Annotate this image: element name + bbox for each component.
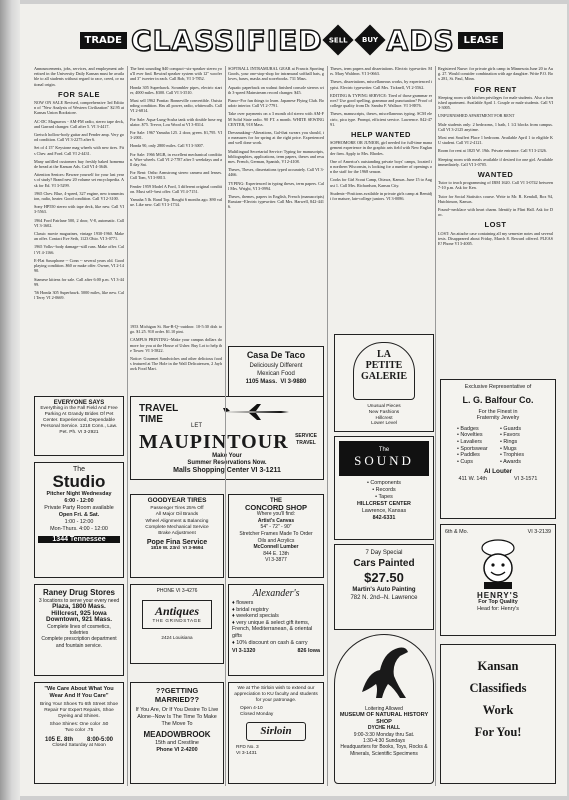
meadow-l3: Phone VI 2-4200 [156,747,198,754]
classified-ad-text: Yamaha 5 lb. Rand Top. Bought 6 months ago. $90 value. Like new. Call VI 3-1734. [130,197,222,208]
col3-list-a [228,66,324,210]
airplane-icon [221,403,291,421]
galerie-petite: PETITE [365,360,403,371]
jewelry-item: • Sportswear [457,445,488,452]
divider-3 [327,66,328,786]
kansan-l4: For You! [474,725,522,739]
studio-l1: Pitcher Night Wednesday [46,491,112,497]
classified-ad-text: Many unfilled customers buy freshly baked homemade bread at the Kansan Ads. Call VI 4-3646. [34,158,124,170]
service-travel: SERVICE TRAVEL [295,433,317,446]
balfour-items [445,422,551,470]
classified-ad-text: Cooks for Girl Scout Camp, Ottawa, Kansas. June 15 to August 1. Call Mrs. Richardson, Kansas City. [330,177,432,188]
classified-ad-text: Sleeping room with meals available if desired for one girl. Available immediately. Call VI 3-0705. [438,156,553,167]
classified-ad-text: Attention Seniors: Beware yourself for your last years of study? Brand new 20 volume set encyclopedia. Ask for Ed. VI 3-5299. [34,172,124,188]
for-sale-list [34,100,124,300]
concord-l7: 844 E. 13th [263,550,289,557]
goodyear-addr: 1819 W. 23rd VI 3-9694 [150,546,204,552]
col2-list2 [130,324,222,372]
alexander-l3: ♦ weekend specials [232,613,279,620]
studio-ad [34,462,124,578]
meadow-name: MEADOWBROOK [143,730,211,740]
classified-header [64,18,519,62]
classified-ad-text: For Sale: 1967 Yamaha 125. 2 door, green. $1,795. VI 3-2001. [130,130,222,141]
classified-ad-text: Theses, Theses, dissertations typed accurately. Call VI 3-4466. [228,167,324,178]
raney-title: Raney Drug Stores [42,588,116,597]
divider-1 [127,66,128,786]
sound-l2: • Records [372,487,396,493]
alexander-l5: ♦ 10% discount on cash & carry [232,639,308,646]
header-ads: ADS [386,23,455,57]
jewelry-item: • Cups [457,458,473,465]
concord-the: THE [270,498,282,504]
museum-l5: 1:30-4:30 Sundays [363,738,405,745]
col5-list5 [438,231,553,247]
classified-ad-text: Honda 90, only 2800 miles. Call VI 3-3007. [130,143,204,149]
classified-ad-text: SOFTBALL INTRAMURAL GEAR at Francis Sporting Goods, your one-stop-shop for intramural softball bats, gloves, bases, masks and scorebooks. 731 Mass. [228,66,324,82]
binder-edge [0,0,20,800]
shoe-l1: "We Care About What You Wear And If You Care" [44,686,114,699]
goodyear-ad [130,494,224,578]
henry-l4: Head for: Henry's [477,606,519,612]
shoe-addr: 105 E. 8th 8:00-5:00 [44,737,113,743]
for-sale-heading: FOR SALE [58,89,100,99]
jewelry-item: • Badges [457,425,479,432]
classified-ad-text: AC-DC Magnavox - AM-FM radio, stereo tape deck, and Garrard changer. Call after 5. VI 3-4417. [34,118,124,129]
sirloin-l2: Open 4-10 [240,706,263,711]
galerie-galerie: GALERIE [360,371,408,382]
antiques-ad [130,584,224,664]
classified-ad-text: TYPING: Experienced in typing theses, term papers. Call Mrs. Wright, VI 3-0994. [228,180,324,191]
studio-address: 1344 Tennessee [38,536,120,543]
wanted-heading: WANTED [477,170,514,180]
col5-list4 [438,180,553,217]
maupintour-ad [130,396,324,480]
raney-l1: 3 locations to serve your every need [38,598,120,604]
classified-ad-text: LOST: An attache case containing all my semester notes and several tests. Disappeared about Friday, March 8. Reward offered. PLEASE! Phone VI 3-4005. [438,230,553,247]
jewelry-item: • Novelties [457,432,483,439]
column-1 [34,66,124,391]
classified-ad-text: Piano--For fun things to learn. Japanese Flying Club. Boudoir interior. Call VI 2-7791. [228,98,324,109]
sound-l1: • Components [367,480,401,486]
goodyear-title: GOODYEAR TIRES [147,497,207,504]
antiques-sub: THE GRINDSTAGE [152,618,202,623]
balfour-ad [440,379,556,519]
classified-ad-text: Set of 4 15" Keystone mag wheels with new tires. Fits Chev. and Ford. Call VI 2-4431. [34,145,124,156]
raney-l2: Plaza, 1800 Mass. [52,603,106,611]
raney-l6: Complete prescription department and fountain service. [41,636,117,649]
la-petite-galerie-ad [334,334,434,432]
classified-ad-text: 1964 Ford Fairlane 500, 2 door, V-8, automatic. Call VI 3-1602. [34,217,124,228]
concord-l8: VI 3-3877 [265,557,287,564]
classified-ad-text: Theses, manuscripts, theses, miscellaneous typing. SCM electric, pica type. Prompt, efficient service. Lawrence. 842-4791. [330,111,432,127]
alexander-contact: VI 3-1320 826 Iowa [232,648,320,655]
kansan-l2: Classifieds [469,681,527,695]
studio-l4: Open Fri. & Sat. [58,512,100,518]
jewelry-item: • Guards [500,425,522,432]
classified-ad-text: SOPHOMORE OR JUNIOR, girl needed for full-time management experience in the graphic arts field with New Englander firm. Apply to Mrs. Rhodes. [330,140,432,156]
cars-l1: 7 Day Special [365,550,403,556]
balfour-l1: Exclusive Representative of [464,384,532,390]
museum-l4: 9:00-3:30 Monday thru Sat. [353,731,415,738]
col4-list [330,66,432,127]
henrys-ad [440,524,556,636]
shoe-l2: Bring Your Shoes To 6th Street Shoe Repair For Expert Repairs, Shoe Dyeing and Shines. [39,702,119,719]
goodyear-l3: Wheel Alignment & Balancing [145,518,209,524]
studio-l2: 6:00 - 12:00 [64,498,94,504]
classified-ad-text: The best sounding $40 compact--six-speaker stereo you'll ever find. Rewind speaker system with 12" woofer and 3" tweeter in each. Call Bob, VI 3-7852. [130,66,222,82]
classified-ad-text: Theses, term papers and dissertations. Electric typewriter. Mrs. Mary Waldron. VI 3-0663. [330,66,432,77]
classified-ad-text: 1953 Michigan St. Bar-B-Q--outdoor. 10-5:30 dish to go. $1.25. 910 order. $1.10 pint. [130,324,222,335]
sound-l5: Lawrence, Kansas [361,508,407,514]
classified-ad-text: Siamese kittens for sale. Call after 6:00 p.m. VI 3-4499. [34,276,124,287]
taco-line1: Deliciously Different [249,363,303,369]
sirloin-l4: RFD No. 3 [236,745,259,750]
taco-title: Casa De Taco [246,350,306,360]
dinosaur-icon [354,642,414,704]
classified-ad-text: Tutor to teach programming of IBM 1620. Call VI 3-0742 between 7-10 p.m. Ask for Ken. [438,180,553,191]
classified-ad-text: Found--necklace with heart charm. Identify in Flint Hall. Ask for Doc. [438,207,553,218]
antiques-foot: 2424 Louisiana [161,635,193,640]
balfour-l4: Al Louter [483,468,513,476]
sirloin-sign: Sirloin [246,722,306,741]
header-lease: LEASE [458,32,503,49]
kansan-l3: Work [482,703,514,717]
concord-l2: Artist's Canvas [257,517,295,524]
classified-ad-text: For Sale: 1966 MGB, in excellent mechanical condition. Wire wheels. Call VI 2-7787 after 5 weekdays and all day Sat. [130,151,222,168]
balfour-l2: For the Finest in [478,408,518,415]
studio-l5: 1:00 - 12:00 [64,519,94,525]
sound-l3: • Tapes [375,494,393,500]
concord-l4: Stretcher Frames Made To Order [239,530,313,537]
classified-ad-text: Male students only: 2 bedrooms, 1 bath, 1 1/2 blocks from campus. Call VI 3-2125 anytime. [438,121,553,132]
studio-l6: Mon-Thurs. 4:00 - 12:00 [50,526,108,532]
concord-l5: Oils and Acrylics [257,537,295,544]
jewelry-item: • Paddles [457,452,480,459]
sound-l6: 842-6331 [372,515,396,521]
lost-heading: LOST [484,220,507,230]
sirloin-ad [228,682,324,784]
classified-ad-text: Sleeping room with kitchen privileges for male students. Also a furnished apartment. Available April 1. Couple or male students. Call VI 3-3005. [438,94,553,111]
museum-l3: DYCHE HALL [367,725,401,732]
maupintour-name: MAUPINTOUR [139,431,289,453]
goodyear-l2: All Major Oil Brands [155,512,199,518]
classified-ad-text: Honda 305 Superhawk. Scrambler pipes, electric starter, 4000 miles. $300. Call VI 3-3510. [130,84,222,95]
alexanders-ad [228,584,324,676]
shoe-repair-ad [34,682,124,784]
sirloin-l5: VI 3-1431 [236,751,257,756]
jewelry-item: • Trophies [500,452,525,459]
classified-ad-text: One of America's outstanding private boys' camps, located in northern Wisconsin, is looking for a number of openings on the staff for the 1968 season. [330,158,432,175]
header-title: CLASSIFIED [130,23,323,57]
col5-list [438,66,553,82]
col4-list2 [330,140,432,201]
galerie-frame [353,342,415,400]
henry-name: HENRY'S [477,591,519,600]
classified-ad-text: Theses, themes, papers in English, French (manuscripts) Russian--Electric typewriter. Call Mrs. Harwell, 842-4416. [228,194,324,210]
meadowbrook-ad [130,682,224,784]
museum-l1: Loitering Allowed [365,706,403,712]
goodyear-l5: Brake Adjustment [158,531,196,537]
raney-l4: Downtown, 921 Mass. [45,616,113,624]
henry-top: 6th & Mo. VI 3-2139 [445,529,551,535]
sirloin-l3: Closed Monday [240,712,274,717]
shoe-l7: Closed Saturday at Noon [52,743,106,748]
ad-heading: EVERYONE SAYS [53,400,105,406]
shoe-l3: Shoe Shines: One color .50 [49,722,109,727]
meadow-l2: 15th and Crestline [155,740,199,747]
concord-title: CONCORD SHOP [244,502,308,512]
antiques-phone: PHONE VI 3-4276 [156,588,198,594]
classified-ad-text: CAMPUS PRINTING--Make your campus dollars do more for you at the House of Usher. Buy Lot to help the Tower. VI 3-5822. [130,337,222,353]
classified-ad-text: E-Flat Saxophone -- Conn -- several years old. Good playing condition. $60 or make offer. Owner, VI 2-1490. [34,257,124,274]
goodyear-l1: Passenger Tires 25% Off [150,506,204,512]
classified-ad-text: 1965 Chev. Blue, 4-speed, 327 engine, new transmission, radio, heater. Good condition. Call VI 2-3100. [34,190,124,202]
classified-ad-text: '56 Honda 305 Superhawk. 5000 miles, like new. Call Terry VI 2-0669. [34,289,124,301]
classified-ad-text: For Sale: Aqua-Lung-Scuba tank with double hose regulator. $75. Trevor, Lou Wood at VI 3-8314. [130,116,222,127]
raney-drug-ad [34,584,124,676]
galerie-lines: Unusual Pieces New Fashions Hillcrest Lower Level [367,404,401,427]
classified-ad-text: NOW ON SALE Revised, comprehensive 3rd Edition of "New Analysis of Western Civilization" $2.95 at Kansas Union Bookstore. [34,100,124,116]
intro-text: Announcements, jobs, services, and employment advertised in the University Daily Kansan must be available to all students without regard to race, creed, or national origin. [34,66,124,87]
column-2 [130,66,222,306]
help-wanted-heading: HELP WANTED [351,130,411,140]
balfour-l3: Fraternity Jewelry [476,415,520,422]
taco-line2: Mexican Food [257,371,295,377]
taco-address: 1105 Mass. VI 3-9880 [245,379,307,385]
cars-l4: Martin's Auto Painting [352,587,416,593]
classified-ad-text: Theses, dissertations, miscellaneous works, by experienced typist. Electric typewriter. Call Mrs. Ticknell, VI 2-5562. [330,79,432,90]
classified-ad-text: Students--Positions available in private girls camp at Bemidji for mature, late-college juniors. VI 3-0086. [330,190,432,202]
classified-ad-text: Aquatic paperback on walnut finished console stereos with 3-speed Mainstream record changer. $45. [228,84,324,95]
concord-l6: McConnell Lumber [253,544,299,551]
classified-ad-text: Classic movie magazines, vintage 1930-1960. Make an offer. Contact Eve Seib, 1123 Ohio. VI 3-0771. [34,231,124,242]
classified-ad-text: Multilingual Secretarial Service: Typing for manuscripts, bibliographies, applications, term papers, theses and resumes. French, German, Spanish, VI 2-4108. [228,148,324,165]
column-3 [228,66,324,341]
travel-time: TRAVEL TIME [139,403,179,425]
alexander-name: Alexander's [252,588,300,599]
cars-l2: Cars Painted [353,558,415,569]
cars-price: $27.50 [364,570,404,585]
col5-list2 [438,95,553,132]
classified-ad-text: Fender 1959 Model A Ford, 3 different original condition. Must sell--best offer. Call VI 4-7151. [130,183,222,194]
museum-l6: Headquarters for Books, Toys, Rocks & Minerals, Scientific Specimens [340,744,428,757]
raney-l3: Hillcrest, 925 Iowa [51,609,107,617]
alexander-l1: ♦ flowers [232,600,254,606]
raney-l5: Complete lines of cosmetics, toiletries [47,623,111,637]
alexander-l4: ♦ very unique & select gift items, French, Mediterranean, & oriental gifts [232,619,313,639]
balfour-name: L. G. Balfour Co. [462,394,534,405]
studio-the: The [72,466,86,473]
classified-ad-text: EDITING & TYPING SERVICE: Tired of those grammar errors? Use good spelling, grammar and punctuation? Proof of college quality from Dr. Sandra F. Wallace. VI 3-8876. [330,92,432,109]
buy-diamond: BUY [355,24,386,55]
header-trade: TRADE [80,32,127,49]
column-5 [438,66,553,376]
jewelry-item: • Favors [500,432,520,439]
divider-2 [225,66,226,786]
goodyear-l4: Complete Mechanical Service [145,524,209,530]
travel-let: LET [191,423,203,429]
newspaper-page [20,4,567,796]
jewelry-item: • Lavaliers [457,438,482,445]
sound-l4: HILLCREST CENTER [357,501,411,507]
concord-shop-ad [228,494,324,578]
divider-4 [435,66,436,786]
jewelry-item: • Awards [500,458,521,465]
antiques-name: Antiques [154,604,199,618]
concord-l3: 54" - 72" - 90" [260,524,292,531]
classified-ad-text: UNFURNISHED APARTMENT FOR RENT [438,113,515,119]
henry-l3: For Top Quality [478,599,518,605]
sell-diamond: SELL [323,24,354,55]
shoe-l4: Two color .75 [64,728,94,733]
meadow-l1: If You Are, Or If You Desire To Live Alone--Now Is The Time To Make The Move To [135,707,219,727]
classified-ad-text: Most rent Souffert Place 1 bedroom. Available April 1 to eligible KU student. Call VI 2-4121. [438,135,553,146]
for-rent-heading: FOR RENT [474,84,517,94]
classified-ad-text: Room for rent at 1825 W. 19th. Private entrance. Call VI 3-2326. [438,148,547,154]
studio-name: Studio [52,472,106,491]
col5-list3 [438,135,553,167]
classified-ad-text: Gretsch hollow-body guitar and Fender amp. Very good condition. Call VI 3-2275 after 6. [34,132,124,143]
ad-text: Everything in the Fall Field And Free Parking At Grandy Brides Of Pet Center. Experienced, Dependable Personal Service. 1218 Conn., Law. Pet. Ph. VI 3-2921 [40,406,118,435]
col2-list [130,66,222,207]
museum-l2: MUSEUM OF NATURAL HISTORY SHOP [339,712,429,725]
travel-lines: Make Your Summer Reservations Now. Malls Shopping Center VI 3-1211 [173,453,281,474]
concord-l1: Where you'll find: [256,511,296,518]
jewelry-item: • Rings [500,438,518,445]
museum-shop-ad [334,634,434,784]
alexander-l2: ♦ bridal registry [232,606,269,613]
column-2-lower [130,324,222,390]
cars-painted-ad [334,544,434,630]
classified-ad-text: Sony HP550 stereo with tape deck, like new. Call VI 3-5563. [34,204,124,215]
the-sound-ad [334,436,434,540]
sound-banner: The SOUND [339,441,429,476]
goodyear-l6: Pope Fina Service [146,539,208,547]
classified-ad-text: Must sell 1962 Pontiac Bonneville convertible. Outstanding condition. Has all power, radio, whitewalls. Call VI 2-6814. [130,98,222,114]
meadow-title: ??GETTING MARRIED?? [154,686,200,704]
kansan-classifieds-ad [440,644,556,784]
classified-ad-text: Notice: Gourmet Sandwiches and other delicious foods featured at The Hole in the Wall Delicatessen, 2 Jayhawk Food Mart. [130,356,222,372]
classified-ad-text: For Rent: Ortho Armstrong stereo camera and lenses. Call Tom, VI 3-8813. [130,170,222,181]
classified-ad-text: Take over payments on a 3 month old stereo with AM-FM Solid State radio. 90 FT. a month. WHITE SEWING CENTER, 918 Mass. [228,111,324,127]
cars-l5: 782 N. 2nd--N. Lawrence [350,595,418,601]
classified-ad-text: Dressmaking--Alterations, Gal-that swears you should, to measures for for spring at the right price. Experienced and well done work. [228,130,324,146]
galerie-la: LA [377,349,391,360]
jewelry-item: • Mugs [500,445,517,452]
classified-ad-text: Registered Nurse: for private girls camp in Minnesota June 20 to Aug. 27. Would consider combination with age daughter. Write P.O. Box 281, St. Paul, Minn. [438,66,553,82]
classified-ad-text: 1965 Volks--body damage--still runs. Make offer. Call VI 4-1166. [34,244,124,255]
sirloin-l1: We at The Sirloin wish to extend our appreciation to KU faculty and students for your patronage. [234,686,318,703]
classified-ad-text: Tutor for Social Statistics course. Write to Mr. R. Kendall, Box 94, Hutchinson, Kansas. [438,193,553,204]
studio-l3: Private Party Room available [44,505,114,511]
everyone-says-ad [34,396,124,456]
chef-head-icon [476,538,520,590]
balfour-addr: 411 W. 14th VI 3-1571 [458,475,538,482]
kansan-l1: Kansan [477,659,519,673]
